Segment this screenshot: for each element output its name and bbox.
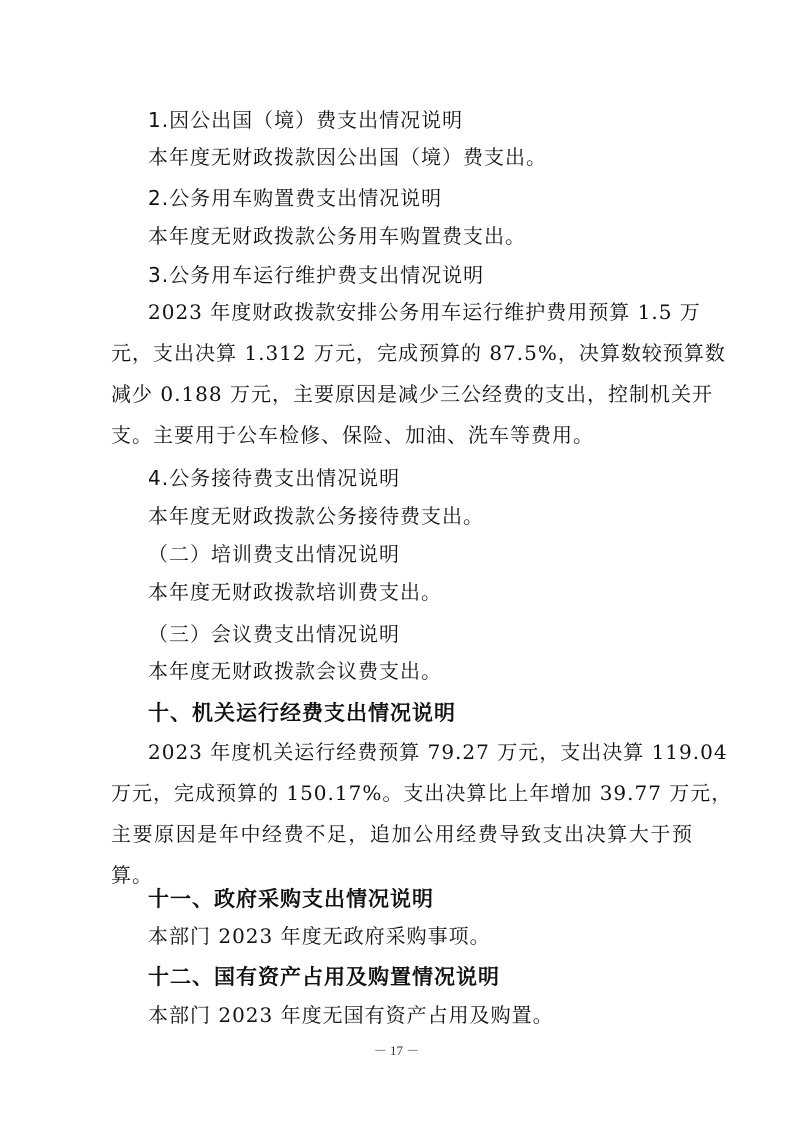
paragraph-line: 2023 年度财政拨款安排公务用车运行维护费用预算 1.5 万: [148, 300, 701, 324]
body-government-procurement: 本部门 2023 年度无政府采购事项。: [148, 924, 491, 948]
paragraph-line: 万元，完成预算的 150.17%。支出决算比上年增加 39.77 万元，: [111, 781, 733, 805]
paragraph-line: 算。: [111, 863, 153, 887]
paragraph-line: 支。主要用于公车检修、保险、加油、洗车等费用。: [111, 423, 594, 447]
body-state-assets: 本部门 2023 年度无国有资产占用及购置。: [148, 1003, 554, 1027]
heading-government-procurement: 十一、政府采购支出情况说明: [148, 887, 434, 911]
heading-vehicle-purchase: 2.公务用车购置费支出情况说明: [148, 186, 443, 210]
heading-meeting: （三）会议费支出情况说明: [148, 622, 400, 646]
paragraph-line: 2023 年度机关运行经费预算 79.27 万元，支出决算 119.04: [148, 740, 728, 764]
paragraph-line: 主要原因是年中经费不足，追加公用经费导致支出决算大于预: [111, 822, 693, 846]
body-training: 本年度无财政拨款培训费支出。: [148, 580, 442, 604]
body-vehicle-purchase: 本年度无财政拨款公务用车购置费支出。: [148, 224, 526, 248]
body-official-reception: 本年度无财政拨款公务接待费支出。: [148, 504, 484, 528]
heading-state-assets: 十二、国有资产占用及购置情况说明: [148, 965, 500, 989]
paragraph-line: 减少 0.188 万元，主要原因是减少三公经费的支出，控制机关开: [111, 382, 713, 406]
heading-operating-expenses: 十、机关运行经费支出情况说明: [148, 701, 456, 725]
body-overseas-travel: 本年度无财政拨款因公出国（境）费支出。: [148, 145, 547, 169]
heading-official-reception: 4.公务接待费支出情况说明: [148, 466, 401, 490]
heading-vehicle-maintenance: 3.公务用车运行维护费支出情况说明: [148, 263, 485, 287]
heading-overseas-travel: 1.因公出国（境）费支出情况说明: [148, 108, 464, 132]
paragraph-line: 元，支出决算 1.312 万元，完成预算的 87.5%，决算数较预算数: [111, 341, 726, 365]
body-meeting: 本年度无财政拨款会议费支出。: [148, 659, 442, 683]
heading-training: （二）培训费支出情况说明: [148, 542, 400, 566]
page-number: － 17 －: [373, 1043, 420, 1058]
